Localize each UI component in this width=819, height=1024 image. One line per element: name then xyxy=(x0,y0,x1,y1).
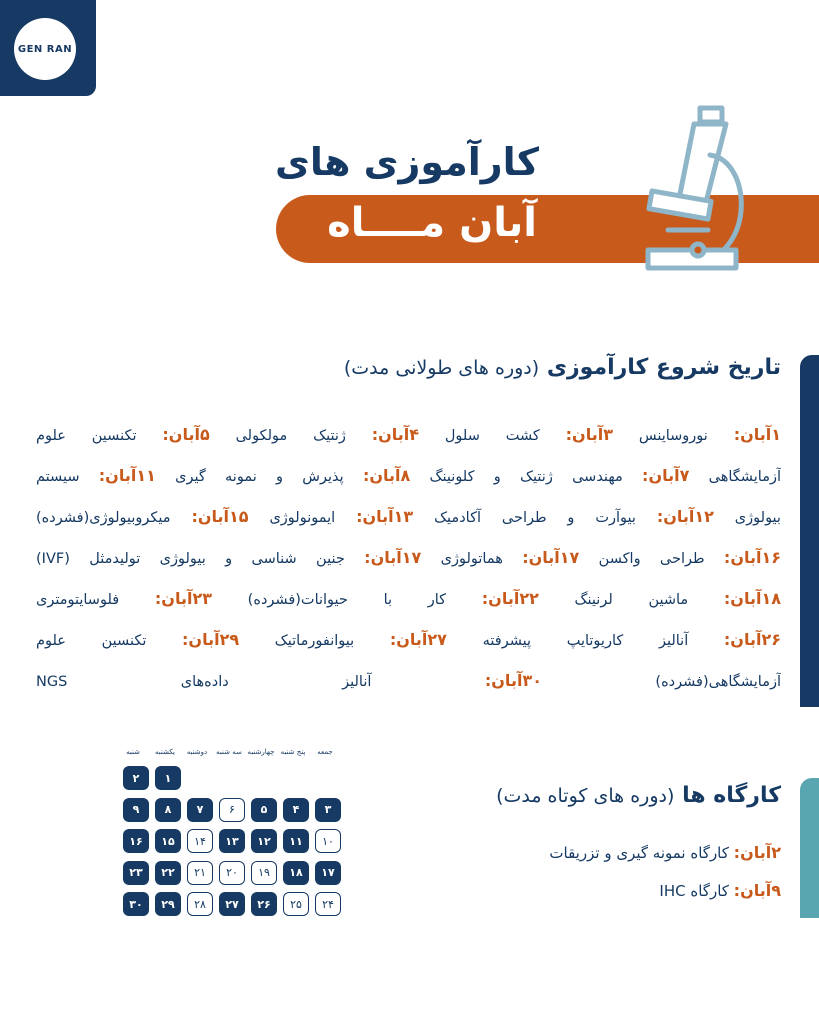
list-item xyxy=(36,543,781,584)
calendar-day: ۵ xyxy=(251,798,277,822)
list-item xyxy=(549,876,781,914)
course-name: نوروساینس xyxy=(612,428,734,444)
course-name: بیوانفورماتیک xyxy=(239,633,390,649)
logo-text: GEN RAN xyxy=(17,43,73,55)
course-name: تکنسین علوم xyxy=(36,428,163,444)
list-item xyxy=(36,461,781,502)
calendar-day: ۴ xyxy=(283,798,309,822)
calendar-day: ۱۱ xyxy=(283,829,309,853)
weekday-label: سه شنبه xyxy=(216,748,242,756)
course-name: کارگاه IHC xyxy=(659,882,734,900)
calendar-day: ۲۲ xyxy=(155,861,181,885)
calendar-day: ۱۰ xyxy=(315,829,341,853)
course-date: ۲۹آبان: xyxy=(182,630,240,649)
course-name: بیوآرت و طراحی آکادمیک xyxy=(413,510,657,526)
section-accent-bar xyxy=(800,355,819,707)
course-date: ۲۶آبان: xyxy=(723,630,781,649)
long-courses-list xyxy=(36,420,781,707)
course-name: پذیرش و نمونه گیری xyxy=(155,469,363,485)
course-name: میکروبیولوژی(فشرده) xyxy=(36,510,192,526)
workshops-title xyxy=(496,783,781,808)
list-item xyxy=(36,584,781,625)
calendar-day: ۱۸ xyxy=(283,861,309,885)
calendar-day: ۹ xyxy=(123,798,149,822)
course-name: آنالیز کاریوتایپ پیشرفته xyxy=(446,633,724,649)
calendar-day: ۲۸ xyxy=(187,892,213,916)
header-title-line1: کارآموزی های xyxy=(275,140,539,184)
course-date: ۳آبان: xyxy=(565,425,613,444)
calendar-day: ۲۰ xyxy=(219,861,245,885)
long-courses-heading: تاریخ شروع کارآموزی xyxy=(546,355,781,380)
aban-calendar xyxy=(117,748,341,920)
course-name: کشت سلول xyxy=(419,428,566,444)
course-date: ۵آبان: xyxy=(162,425,210,444)
course-date: ۱۳آبان: xyxy=(356,507,414,526)
calendar-day: ۱۵ xyxy=(155,829,181,853)
course-date: ۱آبان: xyxy=(733,425,781,444)
course-date: ۲آبان: xyxy=(733,843,781,862)
calendar-day: ۷ xyxy=(187,798,213,822)
list-item xyxy=(549,838,781,876)
course-date: ۲۷آبان: xyxy=(389,630,447,649)
calendar-day: ۳ xyxy=(315,798,341,822)
course-date: ۲۳آبان: xyxy=(154,589,212,608)
course-name: طراحی واکسن xyxy=(579,551,724,567)
long-courses-subtitle: (دوره های طولانی مدت) xyxy=(343,357,540,379)
workshops-list xyxy=(549,838,781,914)
long-courses-title xyxy=(344,355,781,380)
list-item xyxy=(36,420,781,461)
calendar-day: ۳۰ xyxy=(123,892,149,916)
calendar-day: ۲۷ xyxy=(219,892,245,916)
list-item xyxy=(36,502,781,543)
calendar-day: ۱۶ xyxy=(123,829,149,853)
calendar-day: ۲۱ xyxy=(187,861,213,885)
microscope-icon xyxy=(628,100,748,280)
course-name: کار با حیوانات(فشرده) xyxy=(211,592,482,608)
calendar-day: ۲۹ xyxy=(155,892,181,916)
workshops-subtitle: (دوره های کوتاه مدت) xyxy=(496,785,675,807)
workshops-heading: کارگاه ها xyxy=(682,783,781,808)
workshop-accent-bar xyxy=(800,778,819,918)
course-name: ژنتیک مولکولی xyxy=(209,428,372,444)
weekday-label: چهارشنبه xyxy=(247,748,275,756)
calendar-day: ۶ xyxy=(219,798,245,822)
course-date: ۱۸آبان: xyxy=(723,589,781,608)
calendar-day: ۲۶ xyxy=(251,892,277,916)
weekday-label: یکشنبه xyxy=(154,748,176,756)
weekday-label: شنبه xyxy=(126,748,140,756)
course-date: ۹آبان: xyxy=(733,881,781,900)
course-date: ۸آبان: xyxy=(362,466,411,485)
calendar-day: ۱۷ xyxy=(315,861,341,885)
course-name: ماشین لرنینگ xyxy=(538,592,724,608)
header-title-line2: آبان مــــاه xyxy=(327,200,537,246)
course-date: ۱۵آبان: xyxy=(191,507,249,526)
course-date: ۱۶آبان: xyxy=(723,548,781,567)
calendar-day: ۱ xyxy=(155,766,181,790)
course-date: ۱۷آبان: xyxy=(364,548,422,567)
weekday-label: جمعه xyxy=(317,748,333,756)
course-name: فلوسایتومتری xyxy=(36,592,155,608)
calendar-weekdays xyxy=(117,748,341,756)
course-name: بیولوژی xyxy=(713,510,781,526)
course-date: ۱۱آبان: xyxy=(98,466,156,485)
course-name: کارگاه نمونه گیری و تزریقات xyxy=(549,844,734,862)
course-date: ۷آبان: xyxy=(642,466,690,485)
calendar-day: ۱۴ xyxy=(187,829,213,853)
list-item xyxy=(36,666,781,707)
course-date: ۱۲آبان: xyxy=(656,507,714,526)
calendar-day: ۱۳ xyxy=(219,829,245,853)
calendar-day: ۱۹ xyxy=(251,861,277,885)
course-name: جنین شناسی و بیولوژی تولیدمثل (IVF) xyxy=(36,551,365,567)
course-date: ۴آبان: xyxy=(371,425,420,444)
calendar-day: ۲۵ xyxy=(283,892,309,916)
course-date: ۳۰آبان: xyxy=(484,671,542,690)
course-name: ایمونولوژی xyxy=(248,510,357,526)
course-date: ۲۲آبان: xyxy=(481,589,539,608)
list-item xyxy=(36,625,781,666)
calendar-day: ۸ xyxy=(155,798,181,822)
calendar-grid xyxy=(117,766,341,920)
logo-panel xyxy=(0,0,96,96)
course-date: ۱۷آبان: xyxy=(522,548,580,567)
course-name: آزمایشگاهی xyxy=(689,469,781,485)
weekday-label: دوشنبه xyxy=(186,748,208,756)
weekday-label: پنج شنبه xyxy=(280,748,306,756)
course-name: هماتولوژی xyxy=(421,551,523,567)
course-name: آنالیز داده‌های NGS xyxy=(36,674,485,690)
course-name: سیستم xyxy=(36,469,99,485)
course-name: تکنسین علوم xyxy=(36,633,183,649)
course-name: آزمایشگاهی(فشرده) xyxy=(541,674,781,690)
calendar-day: ۲۴ xyxy=(315,892,341,916)
course-name: مهندسی ژنتیک و کلونینگ xyxy=(410,469,643,485)
calendar-day: ۲ xyxy=(123,766,149,790)
calendar-day: ۱۲ xyxy=(251,829,277,853)
genran-logo xyxy=(14,18,76,80)
calendar-day: ۲۳ xyxy=(123,861,149,885)
